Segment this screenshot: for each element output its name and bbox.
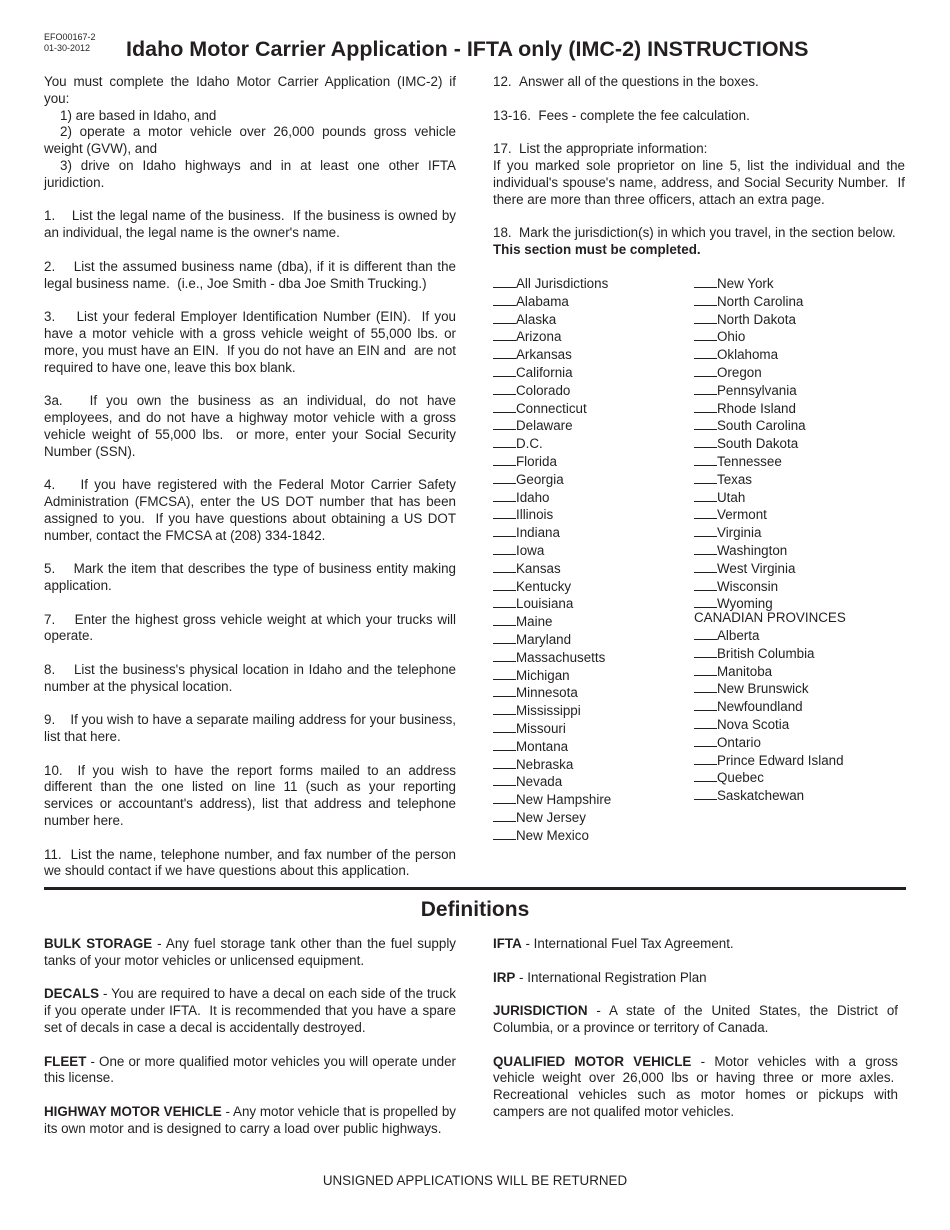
checkmark-blank[interactable]	[493, 791, 516, 804]
jurisdiction-label: Alaska	[516, 311, 557, 327]
jurisdiction-item	[694, 346, 806, 364]
checkmark-blank[interactable]	[493, 667, 516, 680]
checkmark-blank[interactable]	[493, 578, 516, 591]
definition-term: FLEET	[44, 1053, 87, 1069]
intro-condition: 1) are based in Idaho, and	[60, 107, 217, 123]
jurisdiction-item	[694, 471, 806, 489]
jurisdiction-item	[493, 293, 611, 311]
jurisdiction-item	[694, 698, 844, 716]
intro-condition: 2) operate a motor vehicle over 26,000 pounds gross vehicle weight (GVW), and	[44, 124, 456, 157]
jurisdiction-item	[493, 560, 611, 578]
checkmark-blank[interactable]	[493, 364, 516, 377]
jurisdiction-label: Virginia	[717, 525, 762, 541]
jurisdiction-item	[493, 684, 611, 702]
jurisdiction-label: Kentucky	[516, 578, 572, 594]
jurisdiction-item	[694, 400, 806, 418]
page-title: Idaho Motor Carrier Application - IFTA only (IMC-2) INSTRUCTIONS	[126, 37, 809, 61]
definition-text: - One or more qualified motor vehicles you will operate under this license.	[44, 1053, 456, 1086]
instruction-item: 5. Mark the item that describes the type of business entity making application.	[44, 561, 456, 593]
instruction-item: 11. List the name, telephone number, and fax number of the person we should contact if we have questions about this application.	[44, 846, 456, 879]
checkmark-blank[interactable]	[694, 787, 717, 800]
form-number: EFO00167-2	[44, 32, 96, 42]
jurisdiction-label: Wisconsin	[717, 578, 779, 594]
jurisdiction-label: Saskatchewan	[717, 788, 805, 804]
jurisdiction-label: Nevada	[516, 774, 563, 790]
jurisdiction-label: Colorado	[516, 382, 571, 398]
jurisdiction-label: Alabama	[516, 293, 569, 309]
checkmark-blank[interactable]	[493, 489, 516, 502]
jurisdiction-item	[493, 756, 611, 774]
jurisdiction-label: Ontario	[717, 734, 761, 750]
jurisdiction-item	[493, 702, 611, 720]
jurisdiction-label: Manitoba	[717, 663, 773, 679]
jurisdiction-item	[493, 773, 611, 791]
jurisdiction-item	[694, 787, 844, 805]
checkmark-blank[interactable]	[493, 827, 516, 840]
jurisdiction-item	[493, 506, 611, 524]
jurisdiction-item	[694, 293, 806, 311]
jurisdiction-item	[694, 578, 806, 596]
checkmark-blank[interactable]	[694, 560, 717, 573]
jurisdiction-item	[493, 400, 611, 418]
jurisdiction-label: Rhode Island	[717, 400, 796, 416]
jurisdiction-item	[493, 382, 611, 400]
jurisdiction-label: New Mexico	[516, 827, 589, 843]
jurisdiction-item	[493, 453, 611, 471]
jurisdiction-item	[493, 827, 611, 845]
jurisdiction-label: D.C.	[516, 436, 543, 452]
definition-entry	[44, 986, 456, 1036]
definition-text: - International Fuel Tax Agreement.	[521, 936, 734, 951]
definition-text: - Any fuel storage tank other than the fuel supply tanks of your motor vehicles or unlicensed equipment.	[44, 936, 456, 968]
checkmark-blank[interactable]	[694, 734, 717, 747]
checkmark-blank[interactable]	[493, 506, 516, 519]
checkmark-blank[interactable]	[493, 720, 516, 733]
jurisdiction-item	[694, 645, 844, 663]
instruction-item: 9. If you wish to have a separate mailing address for your business, list that here.	[44, 712, 456, 745]
jurisdiction-item	[493, 578, 611, 596]
definitions-left-column	[44, 936, 456, 1154]
checkmark-blank[interactable]	[493, 560, 516, 573]
definition-term: JURISDICTION	[493, 1003, 588, 1019]
instructions-left-column	[44, 74, 456, 897]
jurisdiction-item	[493, 738, 611, 756]
intro-text: You must complete the Idaho Motor Carrier Application (IMC-2) if you: 1) are based in Idaho, and 2) operate a motor vehicle over 26,000 pounds gross vehicle weight (GVW), and 3) drive on Idaho highways and in at least one other IFTA juridiction.	[44, 74, 456, 190]
instruction-item: 8. List the business's physical location in Idaho and the telephone number at the physical location.	[44, 661, 456, 694]
jurisdiction-item	[493, 809, 611, 827]
footer-notice: UNSIGNED APPLICATIONS WILL BE RETURNED	[322, 1173, 628, 1188]
jurisdiction-item	[493, 489, 611, 507]
jurisdiction-label: Alberta	[717, 628, 760, 643]
jurisdiction-item	[694, 627, 844, 645]
checkmark-blank[interactable]	[493, 631, 516, 644]
checkmark-blank[interactable]	[694, 645, 717, 658]
instruction-item: 2. List the assumed business name (dba), if it is different than the legal business name. (i.e., Joe Smith - dba Joe Smith Trucking.)	[44, 258, 456, 291]
checkmark-blank[interactable]	[694, 680, 717, 693]
definition-term: IFTA	[493, 936, 522, 951]
jurisdiction-item	[493, 311, 611, 329]
checkmark-blank[interactable]	[694, 698, 717, 711]
definition-text: - International Registration Plan	[515, 969, 707, 985]
checkmark-blank[interactable]	[493, 400, 516, 413]
jurisdiction-label: Arizona	[516, 329, 562, 345]
jurisdiction-label: Prince Edward Island	[717, 752, 844, 768]
jurisdiction-item	[493, 613, 611, 631]
jurisdiction-label: Nebraska	[516, 756, 574, 772]
jurisdiction-item	[493, 791, 611, 809]
jurisdiction-label: Montana	[516, 738, 569, 754]
jurisdiction-label: New Jersey	[516, 809, 586, 825]
jurisdiction-item	[694, 328, 806, 346]
jurisdiction-item	[694, 734, 844, 752]
checkmark-blank[interactable]	[694, 627, 717, 640]
jurisdiction-item	[493, 275, 611, 293]
checkmark-blank[interactable]	[493, 453, 516, 466]
checkmark-blank[interactable]	[493, 756, 516, 769]
jurisdiction-item	[493, 364, 611, 382]
jurisdiction-label: South Carolina	[717, 418, 806, 434]
jurisdiction-label: Oklahoma	[717, 347, 779, 363]
form-identifier	[44, 32, 96, 54]
jurisdiction-label: South Dakota	[717, 436, 799, 452]
jurisdiction-item	[694, 663, 844, 681]
instruction-item: 3. List your federal Employer Identification Number (EIN). If you have a motor vehicle with a gross vehicle weight of 55,000 lbs. or more, you must have an EIN. If you do not have an EIN and are not required to have one, leave this box blank.	[44, 309, 456, 375]
jurisdiction-item	[694, 275, 806, 293]
definition-text: - Any motor vehicle that is propelled by its own motor and is designed to carry a load over public highways.	[44, 1103, 456, 1136]
jurisdiction-label: New Hampshire	[516, 792, 612, 808]
jurisdiction-label: British Columbia	[717, 645, 815, 661]
instruction-item: 4. If you have registered with the Federal Motor Carrier Safety Administration (FMCSA), enter the US DOT number that has been assigned to you. If you have questions about obtaining a US DOT number, contact the FMCSA at (208) 334-1842.	[44, 477, 456, 543]
instruction-item-17: 17. List the appropriate information: If you marked sole proprietor on line 5, list the individual and the individual's spouse's name, address, and Social Security Number. If there are more than three officers, attach an extra page.	[493, 141, 905, 207]
jurisdiction-label: Utah	[717, 489, 746, 505]
definition-entry	[44, 936, 456, 970]
checkmark-blank[interactable]	[694, 417, 717, 430]
checkmark-blank[interactable]	[493, 595, 516, 608]
jurisdiction-item	[493, 649, 611, 667]
jurisdiction-label: Maryland	[516, 631, 572, 647]
checkmark-blank[interactable]	[493, 542, 516, 555]
jurisdiction-label: New Brunswick	[717, 681, 809, 697]
instruction-item: 13-16. Fees - complete the fee calculation.	[493, 107, 750, 123]
checkmark-blank[interactable]	[694, 346, 717, 359]
jurisdiction-label: Illinois	[516, 507, 554, 523]
jurisdiction-label: Kansas	[516, 560, 561, 576]
definitions-right-column	[493, 936, 898, 1138]
checkmark-blank[interactable]	[493, 275, 516, 288]
jurisdiction-item	[694, 417, 806, 435]
jurisdiction-label: Georgia	[516, 471, 564, 487]
checkmark-blank[interactable]	[694, 489, 717, 502]
definition-entry	[493, 936, 898, 953]
checkmark-blank[interactable]	[694, 595, 717, 608]
checkmark-blank[interactable]	[493, 809, 516, 822]
jurisdiction-item	[493, 667, 611, 685]
checkmark-blank[interactable]	[493, 684, 516, 697]
checkmark-blank[interactable]	[493, 738, 516, 751]
checkmark-blank[interactable]	[493, 417, 516, 430]
jurisdiction-label: Minnesota	[516, 685, 578, 701]
checkmark-blank[interactable]	[493, 773, 516, 786]
checkmark-blank[interactable]	[694, 524, 717, 537]
required-note: This section must be completed.	[493, 241, 701, 257]
jurisdiction-label: Louisiana	[516, 596, 574, 612]
definition-term: BULK STORAGE	[44, 936, 153, 951]
checkmark-blank[interactable]	[694, 328, 717, 341]
jurisdiction-item	[493, 720, 611, 738]
jurisdiction-label: Connecticut	[516, 400, 587, 416]
jurisdiction-label: Michigan	[516, 667, 570, 683]
definition-entry	[493, 1054, 898, 1121]
definition-term: QUALIFIED MOTOR VEHICLE	[493, 1053, 692, 1069]
checkmark-blank[interactable]	[493, 311, 516, 324]
checkmark-blank[interactable]	[694, 382, 717, 395]
jurisdiction-item	[694, 560, 806, 578]
jurisdiction-label: Idaho	[516, 489, 550, 505]
jurisdiction-item	[694, 382, 806, 400]
instruction-item: 10. If you wish to have the report forms mailed to an address different than the one listed on line 11 (such as your reporting services or accountant's address), list that address and telephone number here.	[44, 762, 456, 829]
checkmark-blank[interactable]	[493, 293, 516, 306]
definitions-heading: Definitions	[420, 898, 530, 921]
jurisdiction-item	[694, 542, 806, 560]
checkmark-blank[interactable]	[694, 453, 717, 466]
jurisdiction-label: Texas	[717, 471, 752, 487]
checkmark-blank[interactable]	[694, 275, 717, 288]
instructions-right-column	[493, 74, 905, 276]
checkmark-blank[interactable]	[493, 702, 516, 715]
instruction-item: 12. Answer all of the questions in the boxes.	[493, 74, 759, 89]
jurisdiction-list-column-b	[694, 275, 806, 613]
jurisdiction-label: Iowa	[516, 542, 545, 558]
jurisdiction-item	[493, 542, 611, 560]
jurisdiction-label: Nova Scotia	[717, 716, 790, 732]
jurisdiction-item	[694, 489, 806, 507]
jurisdiction-label: Missouri	[516, 720, 566, 736]
jurisdiction-label: Quebec	[717, 770, 764, 786]
jurisdiction-item	[694, 680, 844, 698]
jurisdiction-label: Pennsylvania	[717, 382, 797, 398]
checkmark-blank[interactable]	[694, 769, 717, 782]
jurisdiction-label: Maine	[516, 614, 553, 630]
jurisdiction-item	[493, 524, 611, 542]
checkmark-blank[interactable]	[493, 346, 516, 359]
jurisdiction-label: Wyoming	[717, 596, 773, 612]
jurisdiction-label: California	[516, 364, 573, 380]
canadian-provinces-heading: CANADIAN PROVINCES	[694, 610, 846, 625]
instruction-item: 7. Enter the highest gross vehicle weight at which your trucks will operate.	[44, 611, 456, 644]
checkmark-blank[interactable]	[493, 471, 516, 484]
jurisdiction-list-column-a	[493, 275, 611, 845]
section-divider	[44, 887, 906, 890]
checkmark-blank[interactable]	[694, 311, 717, 324]
instruction-item: 3a. If you own the business as an individual, do not have employees, and do not have a highway motor vehicle with a gross vehicle weight of 55,000 lbs. or more, enter your Social Security Number (SSN).	[44, 393, 456, 459]
definition-term: DECALS	[44, 986, 100, 1002]
jurisdiction-item	[694, 769, 844, 787]
jurisdiction-item	[493, 435, 611, 453]
jurisdiction-item	[493, 417, 611, 435]
checkmark-blank[interactable]	[694, 293, 717, 306]
jurisdiction-item	[694, 364, 806, 382]
checkmark-blank[interactable]	[694, 506, 717, 519]
definition-entry	[44, 1054, 456, 1088]
jurisdiction-item	[694, 524, 806, 542]
definition-text: - A state of the United States, the District of Columbia, or a province or territory of Canada.	[493, 1003, 898, 1035]
instruction-item: 1. List the legal name of the business. If the business is owned by an individual, the legal name is the owner's name.	[44, 208, 456, 241]
jurisdiction-item	[493, 595, 611, 613]
checkmark-blank[interactable]	[694, 471, 717, 484]
checkmark-blank[interactable]	[493, 328, 516, 341]
definition-entry	[44, 1104, 456, 1138]
jurisdiction-label: Florida	[516, 453, 557, 469]
jurisdiction-label: North Carolina	[717, 293, 804, 309]
instruction-item-18: 18. Mark the jurisdiction(s) in which you travel, in the section below. This section must be completed.	[493, 225, 896, 257]
jurisdiction-label: Delaware	[516, 418, 573, 434]
canadian-provinces-list	[694, 627, 844, 805]
definition-entry	[493, 970, 898, 987]
jurisdiction-item	[694, 506, 806, 524]
definition-text: - Motor vehicles with a gross vehicle weight over 26,000 lbs or having three or more axles. Recreational vehicles such as motor homes or pickups with campers are not qualifed motor vehicles.	[493, 1053, 898, 1119]
checkmark-blank[interactable]	[694, 716, 717, 729]
jurisdiction-item	[493, 328, 611, 346]
jurisdiction-label: Washington	[717, 542, 788, 558]
jurisdiction-label: All Jurisdictions	[516, 276, 609, 291]
jurisdiction-label: Arkansas	[516, 347, 572, 363]
checkmark-blank[interactable]	[694, 364, 717, 377]
checkmark-blank[interactable]	[694, 663, 717, 676]
checkmark-blank[interactable]	[493, 382, 516, 395]
intro-condition: 3) drive on Idaho highways and in at least one other IFTA juridiction.	[44, 157, 456, 190]
checkmark-blank[interactable]	[493, 435, 516, 448]
jurisdiction-label: West Virginia	[717, 560, 796, 576]
jurisdiction-label: New York	[717, 276, 774, 291]
jurisdiction-item	[493, 471, 611, 489]
jurisdiction-label: Newfoundland	[717, 699, 803, 715]
jurisdiction-item	[694, 752, 844, 770]
checkmark-blank[interactable]	[493, 524, 516, 537]
jurisdiction-label: North Dakota	[717, 311, 796, 327]
jurisdiction-item	[694, 453, 806, 471]
checkmark-blank[interactable]	[694, 752, 717, 765]
checkmark-blank[interactable]	[493, 613, 516, 626]
definition-term: IRP	[493, 969, 516, 985]
jurisdiction-item	[694, 311, 806, 329]
definition-entry	[493, 1003, 898, 1037]
jurisdiction-label: Ohio	[717, 329, 746, 345]
form-date: 01-30-2012	[44, 43, 91, 53]
jurisdiction-item	[694, 435, 806, 453]
jurisdiction-label: Mississippi	[516, 703, 581, 719]
definition-term: HIGHWAY MOTOR VEHICLE	[44, 1103, 222, 1119]
checkmark-blank[interactable]	[694, 435, 717, 448]
jurisdiction-item	[493, 346, 611, 364]
checkmark-blank[interactable]	[694, 578, 717, 591]
jurisdiction-item	[493, 631, 611, 649]
definition-text: - You are required to have a decal on each side of the truck if you operate under IFTA. It is recommended that you have a spare set of decals in case a decal is accidentally destroyed.	[44, 986, 456, 1035]
jurisdiction-label: Oregon	[717, 364, 762, 380]
jurisdiction-label: Tennessee	[717, 453, 782, 469]
jurisdiction-label: Vermont	[717, 507, 767, 523]
checkmark-blank[interactable]	[694, 542, 717, 555]
jurisdiction-label: Indiana	[516, 525, 560, 541]
jurisdiction-item	[694, 716, 844, 734]
checkmark-blank[interactable]	[493, 649, 516, 662]
checkmark-blank[interactable]	[694, 400, 717, 413]
jurisdiction-label: Massachusetts	[516, 649, 606, 665]
